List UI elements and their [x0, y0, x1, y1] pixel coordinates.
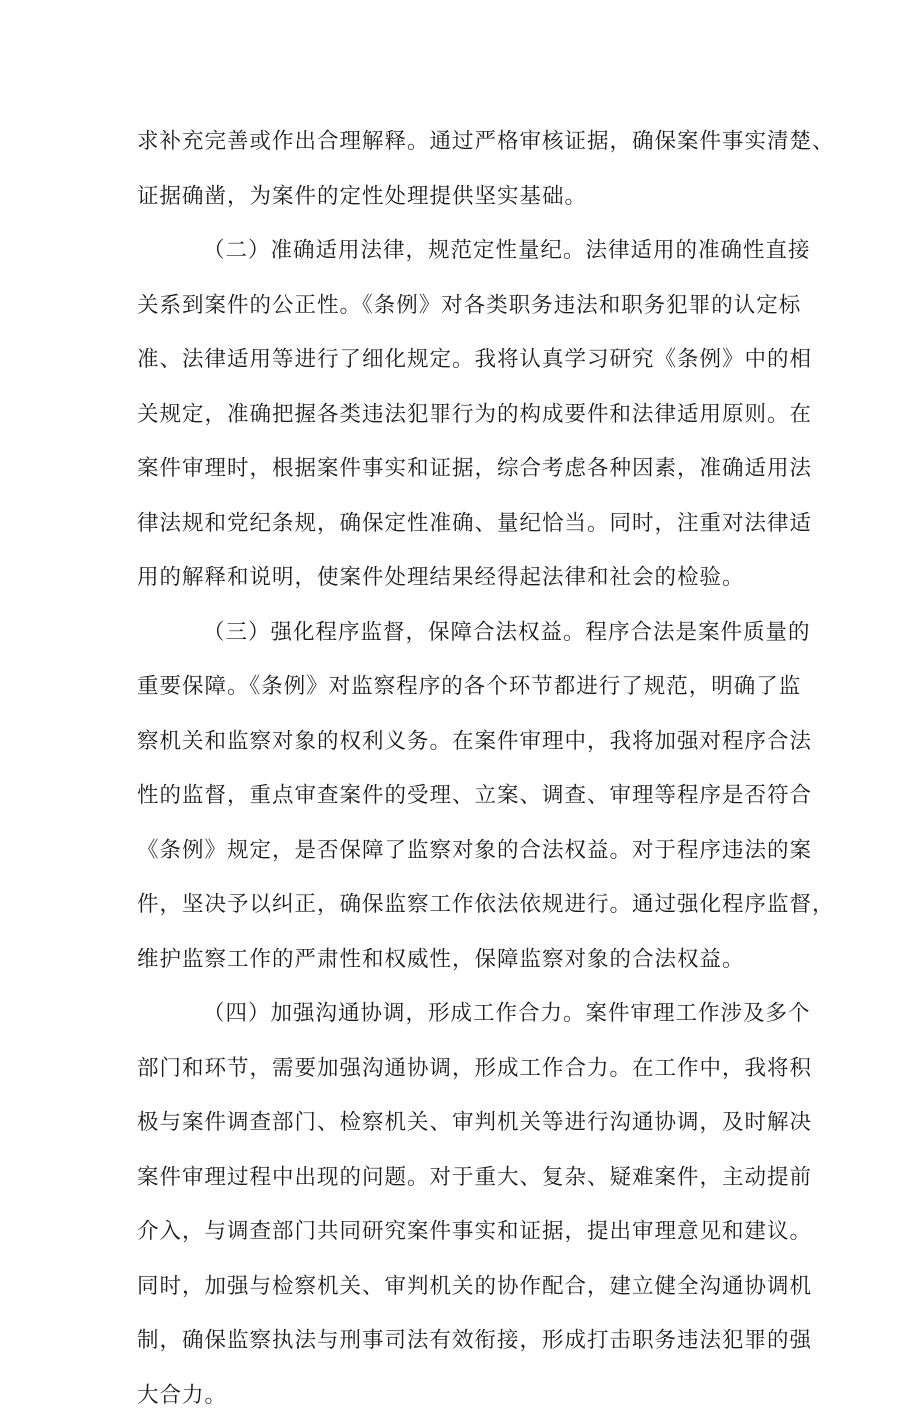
paragraph-line: 部门和环节，需要加强沟通协调，形成工作合力。在工作中，我将积 — [137, 1042, 787, 1097]
paragraph-line: 关系到案件的公正性。《条例》对各类职务违法和职务犯罪的认定标 — [137, 279, 787, 334]
paragraph-line: 维护监察工作的严肃性和权威性，保障监察对象的合法权益。 — [137, 933, 787, 988]
section-heading-line: （二）准确适用法律，规范定性量纪。法律适用的准确性直接 — [137, 224, 787, 279]
paragraph-line: 同时，加强与检察机关、审判机关的协作配合，建立健全沟通协调机 — [137, 1260, 787, 1315]
paragraph-line: 性的监督，重点审查案件的受理、立案、调查、审理等程序是否符合 — [137, 769, 787, 824]
paragraph-line: 案件审理过程中出现的问题。对于重大、复杂、疑难案件，主动提前 — [137, 1151, 787, 1206]
document-body — [137, 115, 787, 1423]
paragraph-line: 《条例》规定，是否保障了监察对象的合法权益。对于程序违法的案 — [137, 824, 787, 879]
paragraph-line: 极与案件调查部门、检察机关、审判机关等进行沟通协调，及时解决 — [137, 1096, 787, 1151]
paragraph-line: 求补充完善或作出合理解释。通过严格审核证据，确保案件事实清楚、 — [137, 115, 787, 170]
paragraph-line: 介入，与调查部门共同研究案件事实和证据，提出审理意见和建议。 — [137, 1205, 787, 1260]
paragraph-line: 重要保障。《条例》对监察程序的各个环节都进行了规范，明确了监 — [137, 660, 787, 715]
paragraph-line: 大合力。 — [137, 1369, 787, 1423]
paragraph-line: 关规定，准确把握各类违法犯罪行为的构成要件和法律适用原则。在 — [137, 388, 787, 443]
paragraph-line: 律法规和党纪条规，确保定性准确、量纪恰当。同时，注重对法律适 — [137, 497, 787, 552]
paragraph-line: 件，坚决予以纠正，确保监察工作依法依规进行。通过强化程序监督， — [137, 878, 787, 933]
paragraph-line: 察机关和监察对象的权利义务。在案件审理中，我将加强对程序合法 — [137, 715, 787, 770]
paragraph-line: 案件审理时，根据案件事实和证据，综合考虑各种因素，准确适用法 — [137, 442, 787, 497]
paragraph-line: 用的解释和说明，使案件处理结果经得起法律和社会的检验。 — [137, 551, 787, 606]
section-heading-line: （三）强化程序监督，保障合法权益。程序合法是案件质量的 — [137, 606, 787, 661]
paragraph-line: 证据确凿，为案件的定性处理提供坚实基础。 — [137, 170, 787, 225]
paragraph-line: 准、法律适用等进行了细化规定。我将认真学习研究《条例》中的相 — [137, 333, 787, 388]
paragraph-line: 制，确保监察执法与刑事司法有效衔接，形成打击职务违法犯罪的强 — [137, 1314, 787, 1369]
section-heading-line: （四）加强沟通协调，形成工作合力。案件审理工作涉及多个 — [137, 987, 787, 1042]
